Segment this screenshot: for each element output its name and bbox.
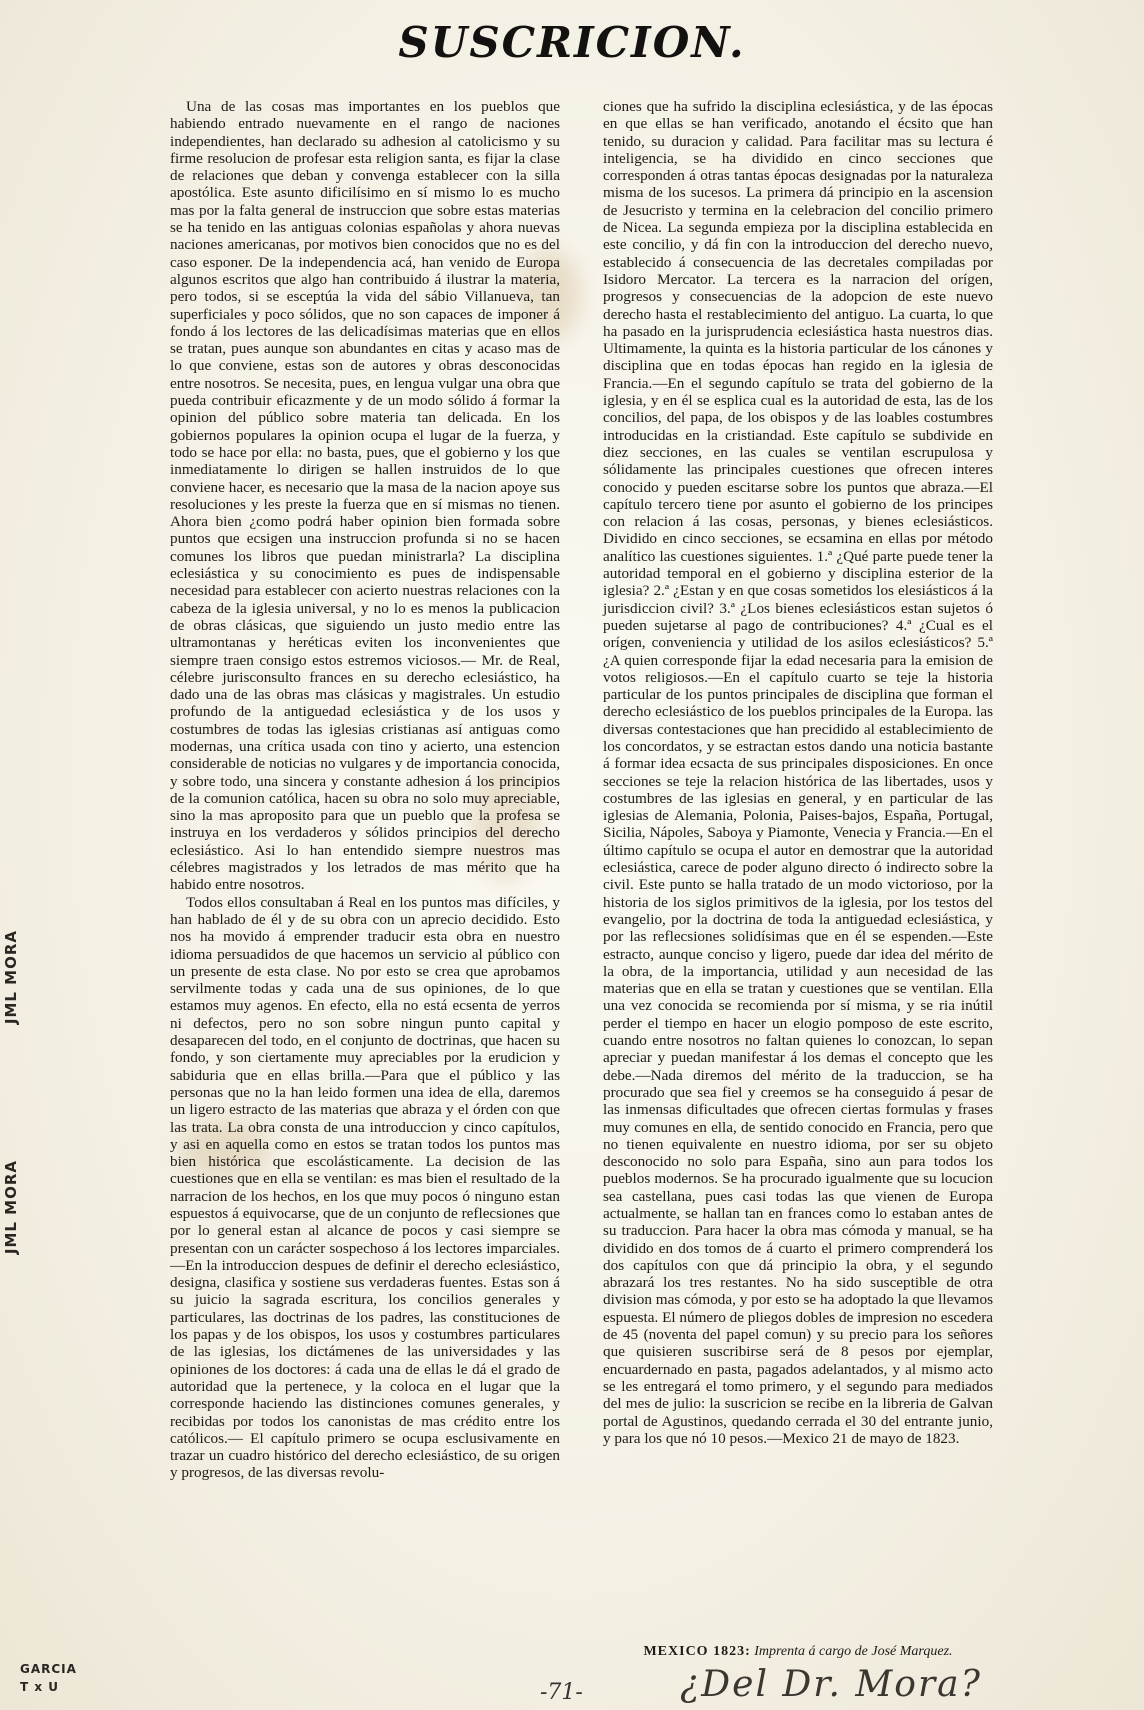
margin-stamp: JML MORA <box>2 1160 20 1255</box>
document-title: SUSCRICION. <box>398 18 746 67</box>
margin-stamp: JML MORA <box>2 930 20 1025</box>
left-column <box>170 98 560 1482</box>
page-number: -71- <box>540 1680 583 1705</box>
imprint-text: Imprenta á cargo de José Marquez. <box>754 1644 953 1659</box>
stamp-line: GARCIA <box>20 1662 77 1676</box>
paragraph: Todos ellos consultaban á Real en los puntos mas difíciles, y han hablado de él y de su obra con un aprecio decidido. Esto nos ha movido á emprender traducir esta obra en nuestro idioma persuadidos de que hacemos un servicio al público con un presente de esta clase. No por esto se crea que aprobamos servilmente todas y cada una de sus opiniones, de lo que estamos muy agenos. En efecto, ella no está ecsenta de yerros ni defectos, pero no son sobre ningun punto capital y desaparecen del todo, en el conjunto de doctrinas, que hacen su fondo, y son ciertamente muy apreciables por la erudicion y sabiduria que en ellas brilla.—Para que el público y las personas que no la han leido formen una idea de ella, daremos un ligero estracto de las materias que abraza y el órden con que las trata. La obra consta de una introduccion y cinco capítulos, y asi en aquella como en estos se tratan todos los puntos mas bien histórica que escolásticamente. La decision de las cuestiones que en ella se ventilan: es mas bien el resultado de la narracion de los hechos, en los que muy pocos ó ninguno estan espuestos á equivocarse, que de un conjunto de reflecsiones que por lo general estan al alcance de pocos y casi siempre se presentan con un carácter sospechoso á los lectores imparciales.—En la introduccion despues de definir el derecho eclesiástico, designa, clasifica y sostiene sus verdaderas fuentes. Estas son á su juicio la sagrada escritura, los concilios generales y particulares, las doctrinas de los padres, las constituciones de los papas y de los obispos, los usos y costumbres particulares de las iglesias, los dictámenes de las universidades y las opiniones de los doctores: á cada una de ellas le dá el grado de autoridad que la pertenece, y la coloca en el lugar que la corresponde haciendo las distinciones comunes generales, y recibidas por todos los canonistas de mas crédito entre los católicos.— El capítulo primero se ocupa esclusivamente en trazar un cuadro histórico del derecho eclesiástico, de su origen y progresos, de las diversas revolu- <box>170 893 560 1482</box>
paragraph: ciones que ha sufrido la disciplina eclesiástica, y de las épocas en que ellas se han verificado, anotando el écsito que han tenido, su duracion y calidad. Para facilitar mas su lectura é inteligencia, se ha dividido en cinco secciones que corresponden á otras tantas épocas designadas por la naturaleza misma de los sucesos. La primera dá principio en la ascension de Jesucristo y termina en la celebracion del concilio primero de Nicea. La segunda empieza por la disciplina establecida en este concilio, y dá fin con la introduccion del derecho nuevo, establecido á consecuencia de las decretales compiladas por Isidoro Mercator. La tercera es la narracion del orígen, progresos y consecuencias de la adopcion de este nuevo derecho hasta el restablecimiento del antiguo. La cuarta, lo que ha pasado en la jurisprudencia eclesiástica hasta nuestros dias. Ultimamente, la quinta es la historia particular de los cánones y disciplina que en todas épocas han regido en la iglesia de Francia.—En el segundo capítulo se trata del gobierno de la iglesia, y en él se esplica cual es la autoridad de esta, las de los concilios, del papa, de los obispos y de las loables costumbres introducidas en la cristiandad. Este capítulo se subdivide en diez secciones, en las cuales se ventilan escrupulosa y sólidamente las principales cuestiones que ofrecen interes conocido y pueden escitarse sobre los puntos que abraza.—El capítulo tercero tiene por asunto el gobierno de los principes con relacion á las cosas, personas, y bienes eclesiásticos. Dividido en cinco secciones, se ecsamina en ellas por método analítico las cuestiones siguientes. 1.ª ¿Qué parte puede tener la autoridad temporal en el gobierno y disciplina esterior de la iglesia? 2.ª ¿Estan y en que cosas sometidos los elesiásticos á la jurisdiccion civil? 3.ª ¿Los bienes eclesiásticos estan sujetos ó pueden sujetarse al pago de contribuciones? 4.ª ¿Cual es el orígen, conveniencia y utilidad de los asilos eclesiásticos? 5.ª ¿A quien corresponde fijar la edad necesaria para la emision de votos religiosos.—En el capítulo cuarto se teje la historia particular de los puntos principales de disciplina que forman el derecho eclesiástico de los pueblos principales de la Europa. las diversas contestaciones que han precidido al establecimiento de los concordatos, y se estractan estos dando una noticia bastante á formar idea ecsacta de sus principales disposiciones. En once secciones se teje la relacion histórica de las libertades, usos y costumbres de las iglesias en general, y en particular de las iglesias de Alemania, Polonia, Paises-bajos, España, Portugal, Sicilia, Nápoles, Saboya y Piamonte, Venecia y Francia.—En el último capítulo se ocupa el autor en demostrar que la autoridad eclesiástica, carece de poder alguno directo ó indirecto sobre la civil. Este punto se halla tratado de un modo victorioso, por la historia de los siglos primitivos de la iglesia, por los testos del evangelio, por la doctrina de toda la antiguedad eclesiástica, y por las reflecsiones solidísimas que en él se espenden.—Este estracto, aunque conciso y ligero, puede dar idea del mérito de la obra, de la importancia, utilidad y aun necesidad de las materias que en ella se tratan y cuestiones que se ventilan. Ella una vez conocida se recomienda por sí misma, y se ria inútil perder el tiempo en hacer un elogio pomposo de este escrito, cuando entre nosotros no faltan quienes lo conozcan, lo sepan apreciar y puedan manifestar á los demas el concepto que les debe.—Nada diremos del mérito de la traduccion, se ha procurado que sea fiel y creemos se ha conseguido á pesar de las inmensas dificultades que ofrecen ciertas formulas y frases muy comunes en ella, de sentido conocido en Francia, pero que no tienen equivalente en nuestro idioma, por ser su objeto desconocido no solo para España, sino aun para todos los pueblos modernos. Se ha procurado igualmente que su locucion sea castellana, pues casi todas las que vienen de Europa actualmente, se hallan tan en frances como lo estaban antes de su traduccion. Para hacer la obra mas cómoda y manual, se ha dividido en dos tomos de á cuarto el primero comprenderá los dos capítulos con que dá principio la obra, y el segundo abrazará los tres restantes. No ha sido susceptible de otra division mas cómoda, y por esto se ha adoptado la que llevamos espuesta. El número de pliegos dobles de impresion no escedera de 45 (noventa del papel comun) y su precio para los señores que quisieren suscribirse será de 8 pesos por ejemplar, encuardernado en pasta, pagados adelantados, y al mismo acto se les entregará el tomo primero, y el segundo para mediados del mes de julio: la suscricion se recibe en la libreria de Galvan portal de Agustinos, quedando cerrada el 30 del entrante junio, y para los que nó 10 pesos.—Mexico 21 de mayo de 1823. <box>603 98 993 1447</box>
right-column <box>603 98 993 1447</box>
imprint-line <box>603 1644 993 1660</box>
paragraph: Una de las cosas mas importantes en los pueblos que habiendo entrado nuevamente en el rango de naciones independientes, han declarado su adhesion al catolicismo y su firme resolucion de profesar esta religion santa, es fijar la clase de relaciones que deban y convenga establecer con la silla apostólica. Este asunto dificilísimo en sí mismo lo es mucho mas por la falta general de instruccion que sobre estas materias se ha tenido en las antiguas colonias españolas y ahora nuevas naciones americanas, por motivos bien conocidos que no es del caso esponer. De la independencia acá, han venido de Europa algunos escritos que algo han contribuido á ilustrar la materia, pero todos, si se esceptúa la vida del sábio Villanueva, tan superficiales y poco sólidos, que no son capaces de imponer á fondo á los lectores de las delicadísimas materias que en ellos se tratan, pues aunque son abundantes en citas y acaso mas de lo que conviene, estas son de autores y obras desconocidas entre nosotros. Se necesita, pues, en lengua vulgar una obra que pueda contribuir eficazmente y de un modo sólido á formar la opinion del público sobre materia tan delicada. En los gobiernos populares la opinion ocupa el lugar de la fuerza, y todo se hace por ella: no basta, pues, que el gobierno y los que inmediatamente lo dirigen se hallen instruidos de lo que conviene hacer, es necesario que la masa de la nacion apoye sus resoluciones y les preste la fuerza que en sí mismas no tienen. Ahora bien ¿como podrá haber opinion bien formada sobre puntos que ecsigen una instruccion profunda si no se hacen comunes los libros que puedan ministrarla? La disciplina eclesiástica y su conocimiento es pues de indispensable necesidad para establecer con acierto nuestras relaciones con la cabeza de la iglesia universal, y no lo es menos la publicacion de obras clásicas, que siguiendo un justo medio entre las ultramontanas y heréticas eviten los inconvenientes que siempre traen consigo estos estremos viciosos.— Mr. de Real, célebre jurisconsulto frances en su derecho eclesiástico, ha dado una de las obras mas clásicas y magistrales. Un estudio profundo de la antiguedad eclesiástica y de los usos y costumbres de todas las iglesias cristianas así antiguas como modernas, una crítica usada con tino y acierto, una estencion considerable de noticias no vulgares y de importancia conocida, y sobre todo, una sincera y constante adhesion á los principios de la comunion católica, hacen su obra no solo muy apreciable, sino la mas aproposito para que un pueblo que la profesa se instruya en los verdaderos y sólidos principios del derecho eclesiástico. Asi lo han entendido siempre nuestros mas célebres magistrados y los letrados de mas mérito que ha habido entre nosotros. <box>170 98 560 894</box>
handwritten-note: ¿Del Dr. Mora? <box>680 1664 982 1705</box>
imprint-place: MEXICO 1823: <box>643 1644 751 1659</box>
library-stamp <box>20 1660 77 1696</box>
stamp-line: T x U <box>20 1680 60 1694</box>
